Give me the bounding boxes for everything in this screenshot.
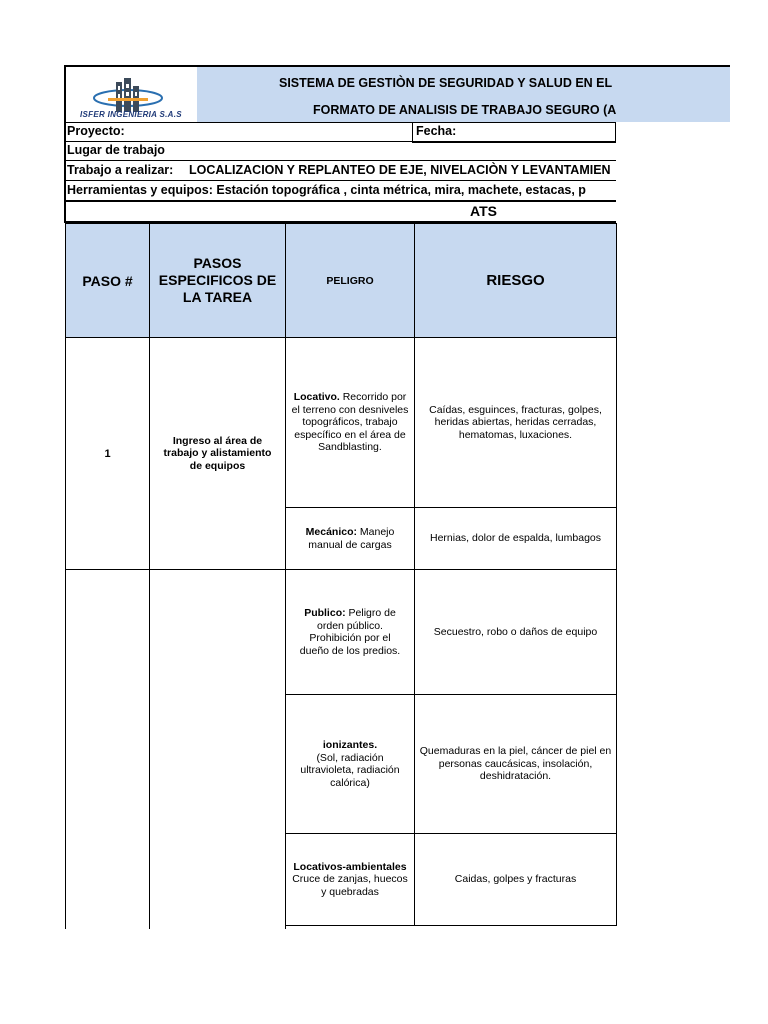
peligro-ionizantes-title: ionizantes.: [322, 739, 378, 751]
riesgo-publico: [414, 569, 617, 695]
trabajo-label: Trabajo a realizar:: [67, 163, 174, 177]
peligro-publico-desc: Peligro de orden público. Prohibición por el dueño de los predios.: [299, 607, 401, 657]
riesgo-locativo-text: Caídas, esguinces, fracturas, golpes, heridas abiertas, heridas cerradas, hematomas, luxaciones.: [429, 403, 602, 441]
peligro-ionizantes: [285, 694, 415, 834]
paso-2-number: [65, 569, 150, 929]
riesgo-ionizantes: [414, 694, 617, 834]
peligro-locativos-ambientales-desc: Cruce de zanjas, huecos y quebradas: [292, 873, 408, 898]
peligro-mecanico-desc: Manejo manual de cargas: [308, 526, 395, 551]
riesgo-locativo: [414, 337, 617, 508]
paso-1-task: [149, 337, 286, 570]
col-pasos-especificos: [149, 223, 286, 338]
lugar-label: Lugar de trabajo: [67, 143, 165, 157]
riesgo-publico-text: Secuestro, robo o daños de equipo: [433, 625, 598, 638]
header-title-2: FORMATO DE ANALISIS DE TRABAJO SEGURO (A: [313, 103, 617, 117]
riesgo-locativos-ambientales: [414, 833, 617, 926]
peligro-locativo: [285, 337, 415, 508]
col-pasos-especificos-label: PASOS ESPECIFICOS DE LA TAREA: [158, 255, 277, 305]
header-title-1: SISTEMA DE GESTIÒN DE SEGURIDAD Y SALUD EN EL: [279, 76, 613, 90]
trabajo-value: LOCALIZACION Y REPLANTEO DE EJE, NIVELACIÒN Y LEVANTAMIEN: [189, 163, 611, 177]
paso-1-number: 1: [65, 337, 150, 570]
riesgo-mecanico: [414, 507, 617, 570]
proyecto-label: Proyecto:: [67, 124, 125, 138]
peligro-locativo-title: Locativo.: [293, 391, 340, 404]
col-riesgo: RIESGO: [414, 223, 617, 338]
paso-1-task-text: Ingreso al área de trabajo y alistamiento de equipos: [163, 434, 272, 472]
col-paso: PASO #: [65, 223, 150, 338]
peligro-locativos-ambientales: [285, 833, 415, 926]
peligro-publico: [285, 569, 415, 695]
riesgo-ionizantes-text: Quemaduras en la piel, cáncer de piel en personas caucásicas, insolación, deshidratación.: [419, 745, 612, 783]
peligro-publico-title: Publico:: [304, 607, 346, 619]
fecha-label: Fecha:: [416, 124, 457, 138]
peligro-locativo-desc: Recorrido por el terreno con desniveles topográficos, trabajo específico en el área de Sandblasting.: [291, 391, 409, 454]
riesgo-mecanico-text: Hernias, dolor de espalda, lumbagos: [429, 532, 602, 545]
riesgo-locativos-ambientales-text: Caidas, golpes y fracturas: [454, 873, 577, 886]
peligro-locativos-ambientales-title: Locativos-ambientales: [293, 860, 407, 873]
col-peligro: PELIGRO: [285, 223, 415, 338]
peligro-mecanico-title: Mecánico:: [305, 526, 357, 538]
company-logo: [78, 76, 196, 122]
herramientas-text: Herramientas y equipos: Estación topográfica , cinta métrica, mira, machete, estacas, p: [67, 183, 586, 197]
peligro-ionizantes-desc: (Sol, radiación ultravioleta, radiación calórica): [300, 751, 400, 789]
logo-text: ISFER INGENIERIA S.A.S: [80, 110, 182, 119]
peligro-mecanico: [285, 507, 415, 570]
ats-label: ATS: [470, 203, 497, 219]
paso-2-task: [149, 569, 286, 929]
